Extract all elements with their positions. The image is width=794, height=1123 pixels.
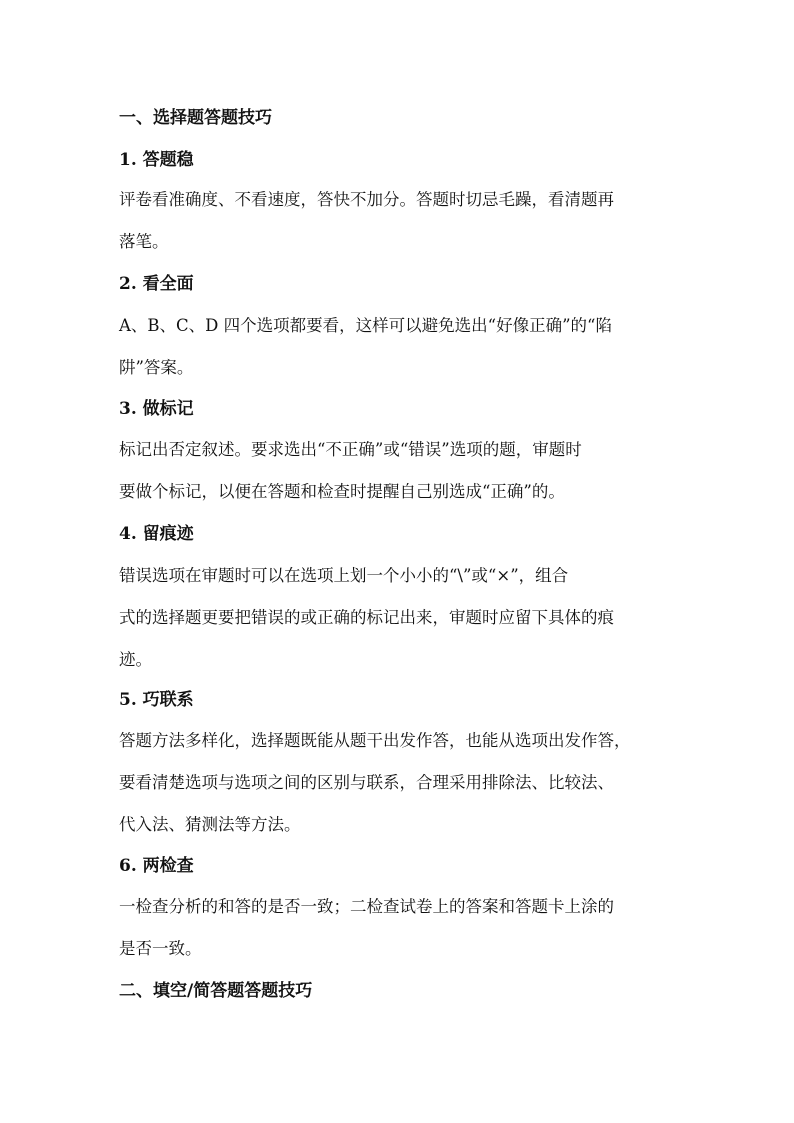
item-paragraph-6 (119, 886, 694, 970)
paragraph-line: 是否一致。 (119, 939, 202, 958)
paragraph-line: 答题方法多样化，选择题既能从题干出发作答，也能从选项出发作答， (119, 731, 631, 750)
paragraph-line: A、B、C、D 四个选项都要看，这样可以避免选出“好像正确”的“陷 (119, 316, 612, 335)
item-paragraph-5 (119, 720, 694, 846)
item-paragraph-2 (119, 305, 694, 389)
item-heading-3: 3. 做标记 (119, 399, 194, 419)
paragraph-line: 迹。 (119, 650, 152, 669)
paragraph-line: 标记出否定叙述。要求选出“不正确”或“错误”选项的题，审题时 (119, 440, 582, 459)
item-paragraph-4 (119, 555, 694, 681)
paragraph-line: 式的选择题更要把错误的或正确的标记出来，审题时应留下具体的痕 (119, 608, 614, 627)
paragraph-line: 要看清楚选项与选项之间的区别与联系，合理采用排除法、比较法、 (119, 773, 614, 792)
paragraph-line: 错误选项在审题时可以在选项上划一个小小的“\”或“×”，组合 (119, 566, 569, 585)
section-title-fill-in: 二、填空/简答题答题技巧 (119, 981, 313, 1001)
paragraph-line: 一检查分析的和答的是否一致；二检查试卷上的答案和答题卡上涂的 (119, 897, 614, 916)
item-heading-5: 5. 巧联系 (119, 690, 194, 710)
item-paragraph-1 (119, 179, 694, 263)
item-heading-2: 2. 看全面 (119, 274, 194, 294)
item-paragraph-3 (119, 429, 694, 513)
paragraph-line: 落笔。 (119, 232, 169, 251)
paragraph-line: 评卷看准确度、不看速度，答快不加分。答题时切忌毛躁，看清题再 (119, 190, 614, 209)
section-title-choice: 一、选择题答题技巧 (119, 108, 272, 128)
item-heading-4: 4. 留痕迹 (119, 524, 194, 544)
paragraph-line: 阱”答案。 (119, 358, 194, 377)
paragraph-line: 要做个标记，以便在答题和检查时提醒自己别选成“正确”的。 (119, 482, 565, 501)
paragraph-line: 代入法、猜测法等方法。 (119, 815, 301, 834)
item-heading-6: 6. 两检查 (119, 856, 194, 876)
item-heading-1: 1. 答题稳 (119, 150, 194, 170)
